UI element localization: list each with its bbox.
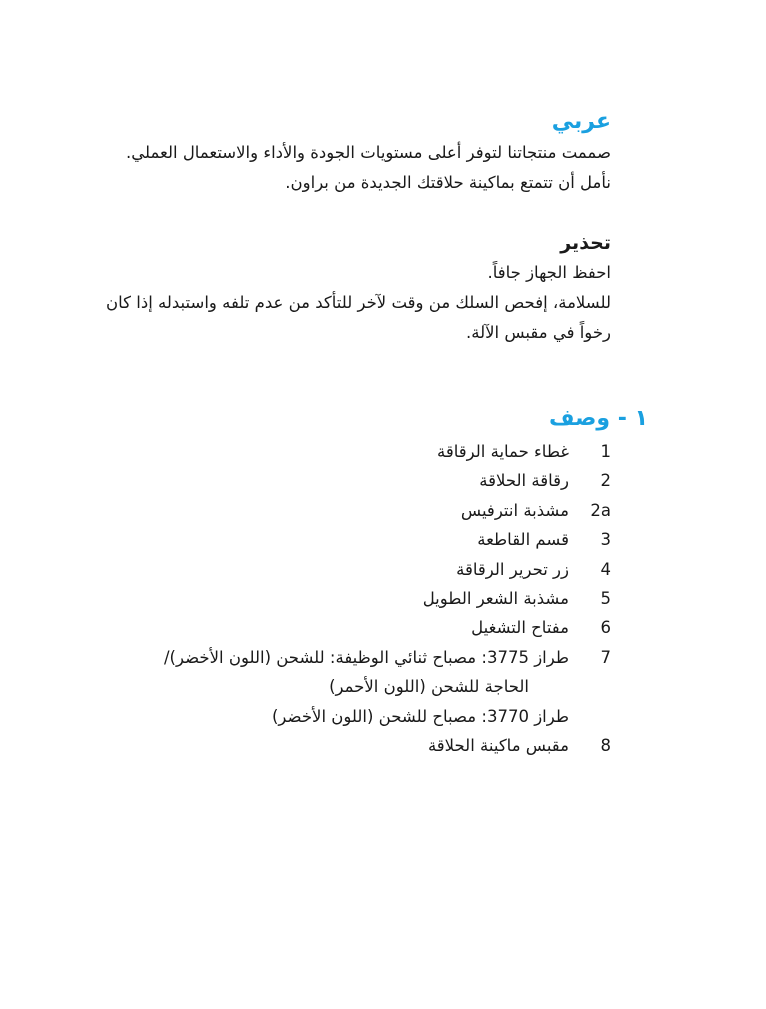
item-number: 4 xyxy=(600,559,611,579)
item-text: طراز 3775: مصباح ثنائي الوظيفة: للشحن (اللون الأخضر)/ xyxy=(164,647,569,667)
parts-list xyxy=(91,437,611,760)
warning-heading: تحذير xyxy=(560,232,611,254)
arabic-heading: عربي xyxy=(551,109,611,134)
item-number: 7 xyxy=(600,647,611,667)
warning-section xyxy=(91,230,611,348)
item-text: رقاقة الحلاقة xyxy=(479,471,569,491)
item-text: غطاء حماية الرقاقة xyxy=(436,442,569,461)
warning-line-2: للسلامة، إفحص السلك من وقت لآخر للتأكد من عدم تلفه واستبدله إذا كان xyxy=(106,293,611,312)
item-text: زر تحرير الرقاقة xyxy=(456,559,569,579)
warning-line-3: رخواً في مقبس الآلة. xyxy=(466,323,611,342)
list-item xyxy=(91,613,611,642)
item-text: مشذبة الشعر الطويل xyxy=(422,589,569,609)
list-item xyxy=(91,584,611,613)
description-section xyxy=(91,405,648,760)
list-item xyxy=(91,525,611,554)
item-number: 8 xyxy=(600,736,611,756)
item-number: 6 xyxy=(600,618,611,638)
warning-line-1: احفظ الجهاز جافاً. xyxy=(487,263,611,282)
list-item xyxy=(91,496,611,525)
item-number: 2 xyxy=(600,471,611,491)
item-number: 1 xyxy=(600,442,611,461)
intro-line-2: نأمل أن تتمتع بماكينة حلاقتك الجديدة من براون. xyxy=(285,173,611,192)
item-text: مقبس ماكينة الحلاقة xyxy=(427,736,569,756)
list-item xyxy=(91,437,611,466)
item-subtext: طراز 3770: مصباح للشحن (اللون الأخضر) xyxy=(271,706,569,726)
arabic-section xyxy=(91,108,611,198)
item-number: 2a xyxy=(590,500,611,520)
item-continuation: الحاجة للشحن (اللون الأحمر) xyxy=(329,677,529,697)
list-item xyxy=(91,466,611,495)
item-text: مفتاح التشغيل xyxy=(471,618,569,638)
intro-line-1: صممت منتجاتنا لتوفر أعلى مستويات الجودة والأداء والاستعمال العملي. xyxy=(126,143,611,162)
item-text: مشذبة انترفيس xyxy=(460,500,569,520)
item-number: 5 xyxy=(600,589,611,609)
list-item xyxy=(91,555,611,584)
list-item xyxy=(91,643,611,731)
item-number: 3 xyxy=(600,530,611,550)
list-item xyxy=(91,731,611,760)
item-text: قسم القاطعة xyxy=(477,530,569,550)
description-heading: ١ - وصف xyxy=(548,406,648,431)
